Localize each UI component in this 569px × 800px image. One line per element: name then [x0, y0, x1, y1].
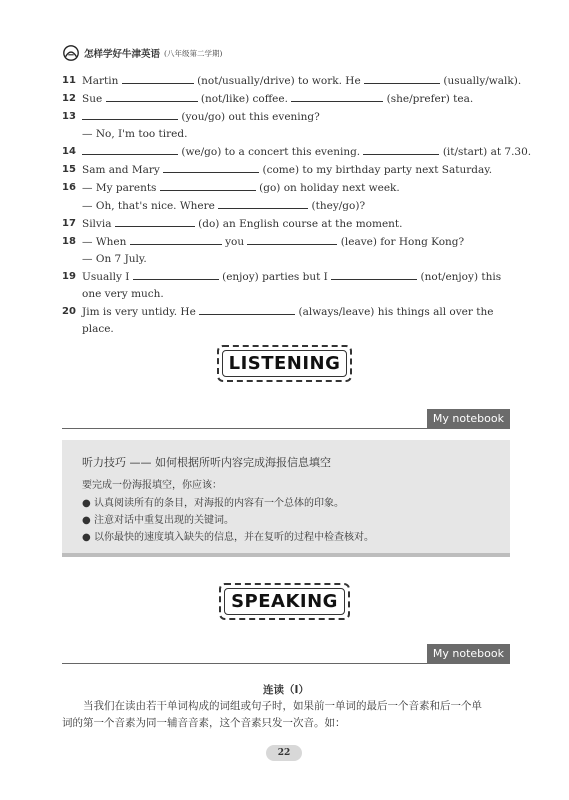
exercise-19	[62, 268, 510, 286]
exercise-18-reply	[62, 251, 510, 268]
listening-banner	[0, 345, 569, 382]
tip-item: ● 以你最快的速度填入缺失的信息，并在复听的过程中检查核对。	[82, 529, 490, 546]
bullet-icon: ●	[82, 515, 91, 526]
exercise-text: Sam and Mary	[82, 164, 160, 176]
speaking-heading: SPEAKING	[231, 591, 338, 612]
exercise-text: (usually/walk).	[443, 75, 522, 87]
exercise-text: (not/usually/drive) to work. He	[197, 75, 361, 87]
answer-blank[interactable]	[106, 90, 198, 102]
answer-blank[interactable]	[363, 143, 439, 155]
exercise-text: — No, I'm too tired.	[82, 128, 188, 140]
exercise-text: (enjoy) parties but I	[222, 271, 328, 283]
exercise-text: (not/enjoy) this	[420, 271, 502, 283]
exercise-number: 11	[62, 75, 76, 86]
exercise-text: (it/start) at 7.30.	[442, 146, 532, 158]
speaking-notebook-bar	[62, 644, 510, 664]
exercise-text: (they/go)?	[311, 200, 366, 212]
exercise-number: 20	[62, 306, 76, 317]
answer-blank[interactable]	[160, 179, 256, 191]
answer-blank[interactable]	[122, 72, 194, 84]
exercise-17	[62, 215, 510, 233]
listening-heading: LISTENING	[228, 353, 341, 374]
exercise-text: Silvia	[82, 218, 112, 230]
tips-title: 听力技巧 —— 如何根据所听内容完成海报信息填空	[82, 456, 331, 469]
answer-blank[interactable]	[291, 90, 383, 102]
paragraph-line: 当我们在读由若干单词构成的词组或句子时，如果前一单词的最后一个音素和后一个单	[83, 700, 482, 712]
exercise-text: (we/go) to a concert this evening.	[181, 146, 361, 158]
exercise-text: — Oh, that's nice. Where	[82, 200, 215, 212]
exercise-number: 15	[62, 164, 76, 175]
exercise-text: Sue	[82, 93, 103, 105]
exercise-text: — On 7 July.	[82, 253, 147, 265]
exercise-text: (leave) for Hong Kong?	[340, 236, 465, 248]
exercise-text: you	[225, 236, 245, 248]
exercise-16	[62, 179, 510, 197]
exercise-number: 19	[62, 271, 76, 282]
exercise-text: Jim is very untidy. He	[82, 306, 196, 318]
answer-blank[interactable]	[218, 197, 308, 209]
exercise-text: — My parents	[82, 182, 157, 194]
tips-intro: 要完成一份海报填空，你应该：	[82, 480, 222, 491]
exercise-12	[62, 90, 510, 108]
exercise-text: (go) on holiday next week.	[259, 182, 400, 194]
exercise-16-reply	[62, 197, 510, 215]
speaking-banner	[0, 583, 569, 620]
exercise-number: 18	[62, 236, 76, 247]
answer-blank[interactable]	[115, 215, 195, 227]
exercise-text: (you/go) out this evening?	[181, 111, 320, 123]
answer-blank[interactable]	[163, 161, 259, 173]
section-paragraph	[62, 698, 510, 732]
exercise-list	[62, 72, 532, 338]
listening-notebook-bar	[62, 409, 510, 429]
paragraph-line: 词的第一个音素为同一辅音音素，这个音素只发一次音。如：	[62, 717, 346, 729]
exercise-19-cont	[62, 286, 510, 303]
answer-blank[interactable]	[199, 303, 295, 315]
page-header	[62, 44, 222, 62]
exercise-text: one very much.	[82, 288, 164, 300]
exercise-text: (she/prefer) tea.	[386, 93, 474, 105]
exercise-text: (come) to my birthday party next Saturday.	[262, 164, 493, 176]
exercise-text: Martin	[82, 75, 119, 87]
page-number: 22	[266, 745, 302, 761]
my-notebook-tab: My notebook	[427, 644, 510, 664]
exercise-number: 12	[62, 93, 76, 104]
exercise-number: 14	[62, 146, 76, 157]
answer-blank[interactable]	[364, 72, 440, 84]
answer-blank[interactable]	[247, 233, 337, 245]
exercise-text: (do) an English course at the moment.	[198, 218, 403, 230]
exercise-text: — When	[82, 236, 127, 248]
exercise-11	[62, 72, 522, 90]
book-subtitle: (八年级第二学期)	[164, 48, 223, 58]
exercise-text: Usually I	[82, 271, 130, 283]
exercise-14	[62, 143, 532, 161]
listening-tips-box	[62, 440, 510, 557]
exercise-text: (always/leave) his things all over the	[298, 306, 494, 318]
tip-item: ● 注意对话中重复出现的关键词。	[82, 512, 490, 529]
exercise-13-reply	[62, 126, 510, 143]
answer-blank[interactable]	[82, 143, 178, 155]
tip-item: ● 认真阅读所有的条目，对海报的内容有一个总体的印象。	[82, 495, 490, 512]
exercise-number: 17	[62, 218, 76, 229]
book-logo-icon	[62, 44, 80, 62]
exercise-number: 13	[62, 111, 76, 122]
exercise-13	[62, 108, 510, 126]
bullet-icon: ●	[82, 498, 91, 509]
section-title: 连读（I）	[263, 684, 309, 696]
answer-blank[interactable]	[130, 233, 222, 245]
answer-blank[interactable]	[133, 268, 219, 280]
answer-blank[interactable]	[82, 108, 178, 120]
answer-blank[interactable]	[331, 268, 417, 280]
exercise-number: 16	[62, 182, 76, 193]
bullet-icon: ●	[82, 532, 91, 543]
exercise-20-cont	[62, 321, 510, 338]
exercise-18	[62, 233, 510, 251]
book-title: 怎样学好牛津英语	[84, 49, 161, 60]
exercise-15	[62, 161, 510, 179]
exercise-20	[62, 303, 510, 321]
exercise-text: (not/like) coffee.	[200, 93, 288, 105]
my-notebook-tab: My notebook	[427, 409, 510, 429]
exercise-text: place.	[82, 323, 114, 335]
